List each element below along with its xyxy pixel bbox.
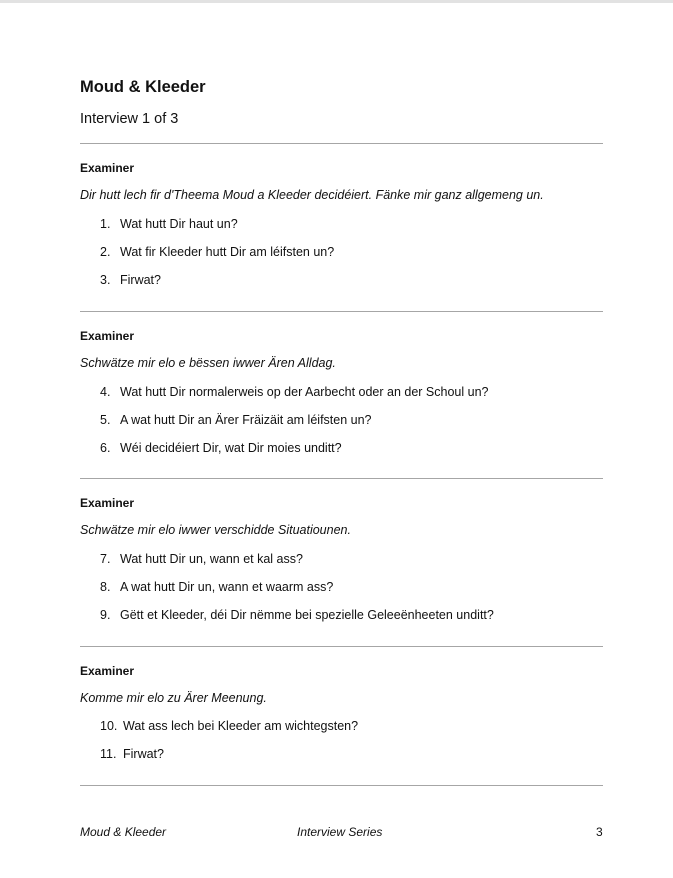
question-item — [100, 412, 372, 428]
question-item — [100, 216, 238, 232]
footer-document-title: Moud & Kleeder — [80, 825, 167, 839]
question-text: Wéi decidéiert Dir, wat Dir moies unditt? — [120, 441, 342, 455]
question-text: Firwat? — [120, 273, 161, 287]
document-title: Moud & Kleeder — [80, 78, 206, 96]
question-text: Wat ass lech bei Kleeder am wichtegsten? — [123, 719, 359, 733]
question-item — [100, 244, 334, 260]
speaker-label: Examiner — [80, 161, 135, 175]
question-number: 4. — [100, 385, 111, 399]
question-item — [100, 607, 494, 623]
question-number: 7. — [100, 552, 111, 566]
footer-page-number: 3 — [596, 825, 603, 839]
section-divider — [80, 143, 603, 144]
speaker-label: Examiner — [80, 664, 135, 678]
footer-series-title: Interview Series — [297, 825, 383, 839]
question-text: Wat fir Kleeder hutt Dir am léifsten un? — [120, 245, 335, 259]
examiner-prompt: Schwätze mir elo e bëssen iwwer Ären Alldag. — [80, 356, 336, 370]
question-number: 9. — [100, 608, 111, 622]
question-number: 5. — [100, 413, 111, 427]
question-number: 3. — [100, 273, 111, 287]
question-item — [100, 551, 303, 567]
question-number: 10. — [100, 719, 118, 733]
question-item — [100, 384, 488, 400]
section-divider — [80, 478, 603, 479]
question-item — [100, 272, 161, 288]
examiner-prompt: Schwätze mir elo iwwer verschidde Situatiounen. — [80, 523, 351, 537]
question-text: Gëtt et Kleeder, déi Dir nëmme bei spezielle Geleeënheeten unditt? — [120, 608, 494, 622]
question-text: Wat hutt Dir normalerweis op der Aarbecht oder an der Schoul un? — [120, 385, 489, 399]
section-divider — [80, 311, 603, 312]
question-number: 8. — [100, 580, 111, 594]
examiner-prompt: Dir hutt lech fir d'Theema Moud a Kleeder decidéiert. Fänke mir ganz allgemeng un. — [80, 188, 544, 202]
section-divider — [80, 646, 603, 647]
page-top-border — [0, 0, 673, 3]
document-subtitle: Interview 1 of 3 — [80, 111, 179, 127]
question-text: A wat hutt Dir an Ärer Fräizäit am léifsten un? — [120, 413, 372, 427]
question-text: Firwat? — [123, 747, 164, 761]
question-item — [100, 746, 164, 762]
section-divider — [80, 785, 603, 786]
question-text: Wat hutt Dir un, wann et kal ass? — [120, 552, 303, 566]
question-item — [100, 718, 358, 734]
speaker-label: Examiner — [80, 496, 135, 510]
question-number: 11. — [100, 747, 117, 761]
speaker-label: Examiner — [80, 329, 135, 343]
question-text: Wat hutt Dir haut un? — [120, 217, 238, 231]
question-item — [100, 579, 333, 595]
question-number: 1. — [100, 217, 111, 231]
question-number: 6. — [100, 441, 111, 455]
question-number: 2. — [100, 245, 111, 259]
question-item — [100, 440, 342, 456]
question-text: A wat hutt Dir un, wann et waarm ass? — [120, 580, 334, 594]
examiner-prompt: Komme mir elo zu Ärer Meenung. — [80, 691, 267, 705]
